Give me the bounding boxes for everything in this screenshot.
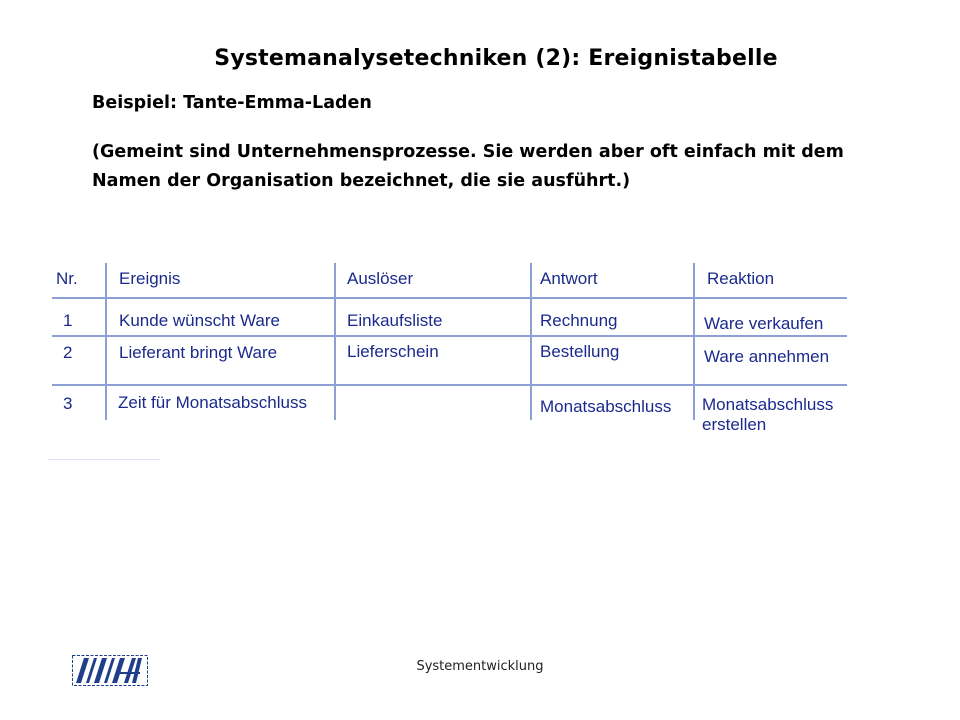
row1-nr: 1: [63, 311, 73, 330]
table-rule-row1: [52, 335, 847, 337]
row2-ereignis: Lieferant bringt Ware: [119, 343, 278, 362]
footer-text: Systementwicklung: [416, 659, 544, 674]
table-rule-header: [52, 297, 847, 299]
row3-reaktion-line2: erstellen: [702, 415, 767, 434]
row2-antwort: Bestellung: [540, 342, 620, 361]
table-divider-1: [105, 263, 107, 420]
row3-nr: 3: [63, 394, 73, 413]
slide-subtitle: Beispiel: Tante-Emma-Laden: [92, 93, 372, 113]
row3-reaktion-line1: Monatsabschluss: [702, 395, 834, 414]
header-ausloeser: Auslöser: [347, 269, 414, 288]
row2-nr: 2: [63, 343, 73, 362]
row2-reaktion: Ware annehmen: [704, 347, 830, 366]
row3-ereignis: Zeit für Monatsabschluss: [118, 393, 307, 412]
row1-ereignis: Kunde wünscht Ware: [119, 311, 280, 330]
header-nr: Nr.: [56, 269, 78, 288]
faint-divider: [48, 459, 160, 460]
row2-ausloeser: Lieferschein: [347, 342, 439, 361]
slide-note: (Gemeint sind Unternehmensprozesse. Sie werden aber oft einfach mit dem Namen der Organisation bezeichnet, die sie ausführt.): [92, 142, 844, 191]
table-rule-row2: [52, 384, 847, 386]
table-divider-2: [334, 263, 336, 420]
table-divider-3: [530, 263, 532, 420]
header-reaktion: Reaktion: [707, 269, 775, 288]
row1-reaktion: Ware verkaufen: [704, 314, 824, 333]
header-ereignis: Ereignis: [119, 269, 181, 288]
slide-title: Systemanalysetechniken (2): Ereignistabelle: [214, 46, 778, 71]
row3-antwort: Monatsabschluss: [540, 397, 672, 416]
table-divider-4: [693, 263, 695, 420]
row1-antwort: Rechnung: [540, 311, 618, 330]
header-antwort: Antwort: [540, 269, 598, 288]
row1-ausloeser: Einkaufsliste: [347, 311, 443, 330]
